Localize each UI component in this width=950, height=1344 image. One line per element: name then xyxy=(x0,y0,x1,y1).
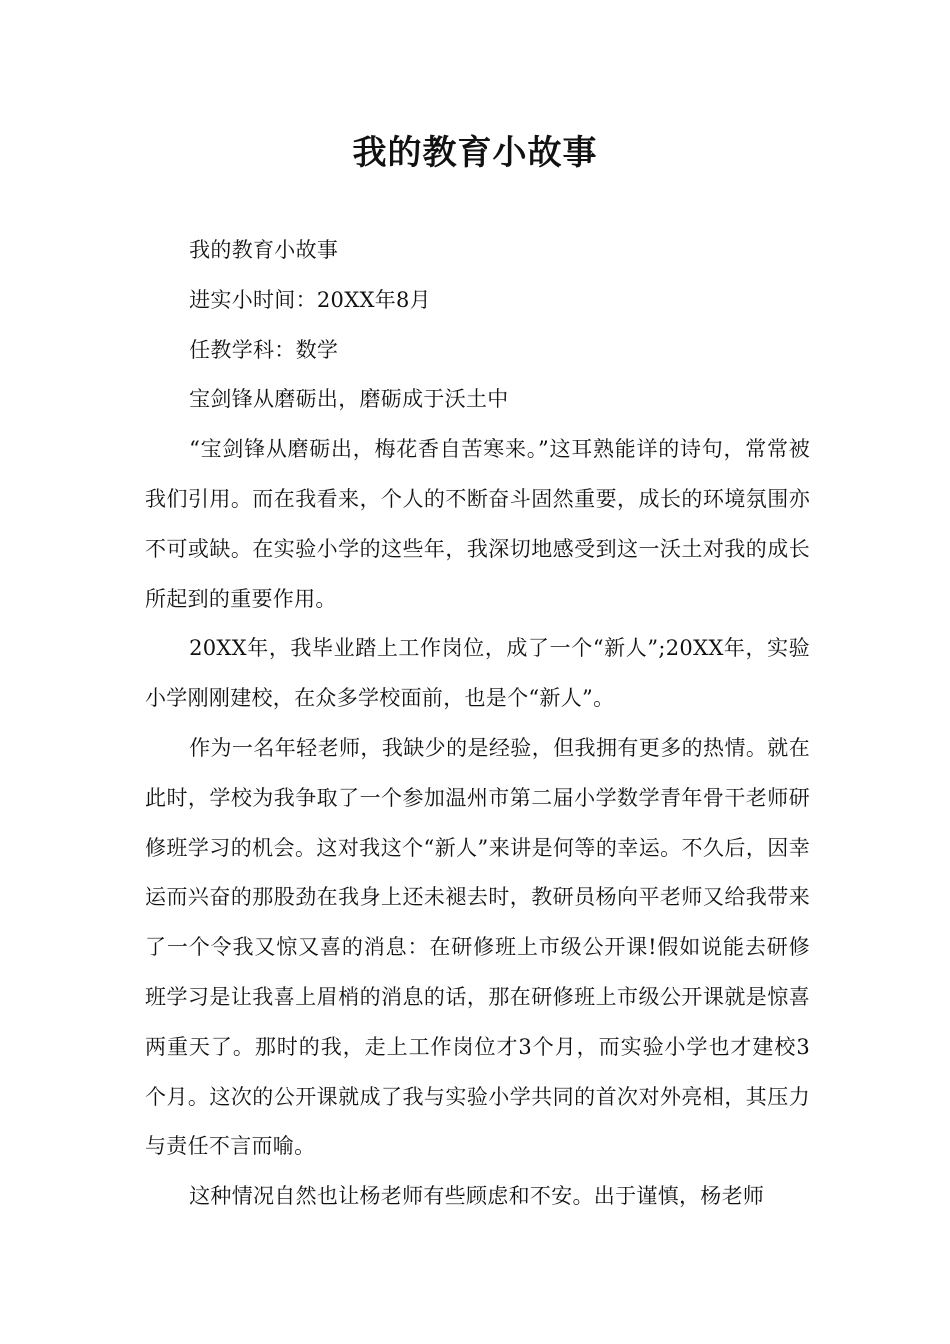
paragraph-new-person: 20XX年，我毕业踏上工作岗位，成了一个“新人”;20XX年，实验小学刚刚建校，在众多学校面前，也是个“新人”。 xyxy=(145,636,810,711)
paragraph-intro: “宝剑锋从磨砺出，梅花香自苦寒来。”这耳熟能详的诗句，常常被我们引用。而在我看来，个人的不断奋斗固然重要，成长的环境氛围亦不可或缺。在实验小学的这些年，我深切地感受到这一沃土对我的成长所起到的重要作用。 xyxy=(145,437,810,611)
paragraph-subject: 任教学科：数学 xyxy=(189,337,339,362)
paragraph-join-date: 进实小时间：20XX年8月 xyxy=(189,287,431,312)
document-title: 我的教育小故事 xyxy=(352,133,598,173)
document-body xyxy=(145,226,810,1222)
paragraph-concern: 这种情况自然也让杨老师有些顾虑和不安。出于谨慎，杨老师 xyxy=(189,1184,765,1209)
paragraph-section-heading: 宝剑锋从磨砺出，磨砺成于沃土中 xyxy=(189,387,509,412)
paragraph-subtitle: 我的教育小故事 xyxy=(189,238,339,262)
paragraph-open-class: 作为一名年轻老师，我缺少的是经验，但我拥有更多的热情。就在此时，学校为我争取了一个参加温州市第二届小学数学青年骨干老师研修班学习的机会。这对我这个“新人”来讲是何等的幸运。不久后，因幸运而兴奋的那股劲在我身上还未褪去时，教研员杨向平老师又给我带来了一个令我又惊又喜的消息：在研修班上市级公开课!假如说能去研修班学习是让我喜上眉梢的消息的话，那在研修班上市级公开课就是惊喜两重天了。那时的我，走上工作岗位才3个月，而实验小学也才建校3个月。这次的公开课就成了我与实验小学共同的首次对外亮相，其压力与责任不言而喻。 xyxy=(145,735,810,1159)
